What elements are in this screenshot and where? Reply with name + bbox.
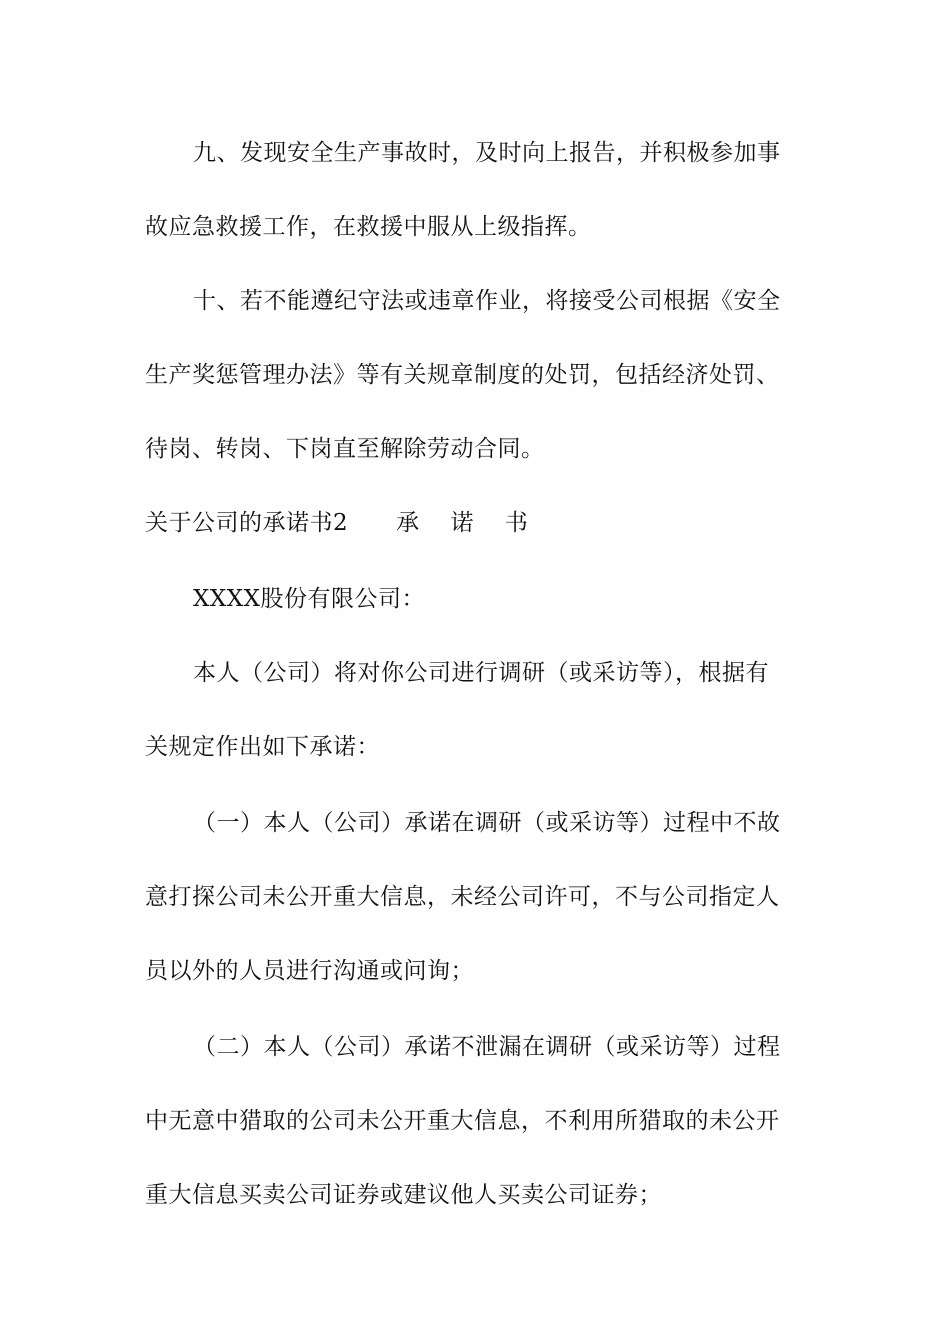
paragraph-line: 十、若不能遵纪守法或违章作业，将接受公司根据《安全 — [193, 288, 781, 314]
paragraph-line: （一）本人（公司）承诺在调研（或采访等）过程中不故 — [193, 810, 781, 836]
paragraph-line: 意打探公司未公开重大信息，未经公司许可，不与公司指定人 — [145, 884, 780, 910]
salutation: XXXX股份有限公司： — [193, 586, 425, 612]
paragraph-line: 生产奖惩管理办法》等有关规章制度的处罚，包括经济处罚、 — [145, 362, 780, 388]
paragraph-line: 中无意中猎取的公司未公开重大信息，不利用所猎取的未公开 — [145, 1108, 780, 1134]
paragraph-line: 本人（公司）将对你公司进行调研（或采访等），根据有 — [193, 660, 769, 686]
paragraph-line: 故应急救援工作，在救援中服从上级指挥。 — [145, 214, 592, 240]
paragraph-line: 重大信息买卖公司证券或建议他人买卖公司证券； — [145, 1182, 662, 1208]
section-heading — [145, 508, 815, 538]
section-heading-title: 承 诺 书 — [396, 510, 540, 536]
paragraph-line: （二）本人（公司）承诺不泄漏在调研（或采访等）过程 — [193, 1034, 781, 1060]
paragraph-line: 九、发现安全生产事故时，及时向上报告，并积极参加事 — [193, 140, 781, 166]
paragraph-line: 关规定作出如下承诺： — [145, 734, 380, 760]
paragraph-line: 待岗、转岗、下岗直至解除劳动合同。 — [145, 436, 545, 462]
paragraph-line: 员以外的人员进行沟通或问询； — [145, 958, 474, 984]
section-heading-label: 关于公司的承诺书2 — [145, 510, 349, 536]
